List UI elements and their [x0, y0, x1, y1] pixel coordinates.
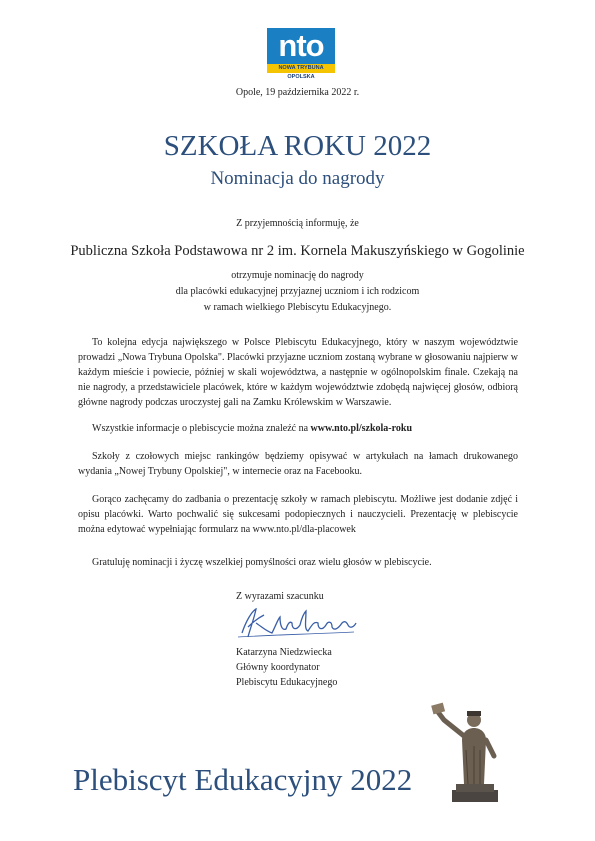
nomination-line-1: otrzymuje nominację do nagrody [231, 270, 364, 281]
letter-subtitle: Nominacja do nagrody [210, 168, 385, 189]
closing-regards: Z wyrazami szacunku [236, 591, 324, 602]
paragraph-presentation: Gorąco zachęcamy do zadbania o prezentację szkoły w ramach plebiscytu. Możliwe jest dodanie zdjęć i opisu placówki. Warto pochwalić się sukcesami podopiecznych i nauczycieli. Prezentację w plebiscycie można edytować wypełniając formularz na www.nto.pl/dla-placowek [78, 494, 518, 535]
letter-date: Opole, 19 października 2022 r. [235, 87, 360, 98]
paragraph-congrats: Gratuluję nominacji i życzę wszelkiej pomyślności oraz wielu głosów w plebiscycie. [92, 557, 432, 568]
statue-figure-icon [430, 690, 515, 805]
info-text: Wszystkie informacje o plebiscycie można znaleźć na [92, 423, 311, 434]
paragraph-rankings: Szkoły z czołowych miejsc rankingów będziemy opisywać w artykułach na łamach drukowanego wydania „Nowej Trybuny Opolskiej", w internecie oraz na Facebooku. [78, 451, 518, 477]
signer-org: Plebiscytu Edukacyjnego [236, 677, 338, 688]
signer-block [236, 645, 337, 690]
school-name: Publiczna Szkoła Podstawowa nr 2 im. Kornela Makuszyńskiego w Gogolinie [70, 243, 525, 259]
logo-subtitle: NOWA TRYBUNA OPOLSKA [267, 64, 335, 73]
nomination-line-2: dla placówki edukacyjnej przyjaznej uczniom i ich rodzicom [175, 286, 420, 297]
handwritten-signature [232, 603, 362, 643]
signer-role: Główny koordynator [236, 662, 320, 673]
nomination-text [0, 268, 595, 316]
nomination-line-3: w ramach wielkiego Plebiscytu Edukacyjnego. [203, 302, 392, 313]
letter-title: SZKOŁA ROKU 2022 [163, 130, 432, 162]
paragraph-info [78, 421, 518, 436]
signer-name: Katarzyna Niedzwiecka [236, 647, 332, 658]
info-link[interactable]: www.nto.pl/szkola-roku [310, 423, 413, 434]
paragraph-edition: To kolejna edycja największego w Polsce Plebiscytu Edukacyjnego, który w naszym województwie prowadzi „Nowa Trybuna Opolska". Placówki przyjazne uczniom zostaną wybrane w głosowaniu najpierw w każdym mieście i powiecie, później w skali województwa, a następnie w ogólnopolskim finale. Czekają na nie nagrody, a przedstawiciele placówek, które w każdym województwie zdobędą najwięcej głosów, odbiorą główne nagrody podczas uroczystej gali na Zamku Królewskim w Warszawie. [78, 337, 518, 408]
footer-title: Plebiscyt Edukacyjny 2022 [73, 762, 413, 797]
nto-logo [267, 28, 335, 80]
intro-line: Z przyjemnością informuję, że [236, 218, 359, 229]
logo-wordmark: nto [267, 28, 335, 64]
